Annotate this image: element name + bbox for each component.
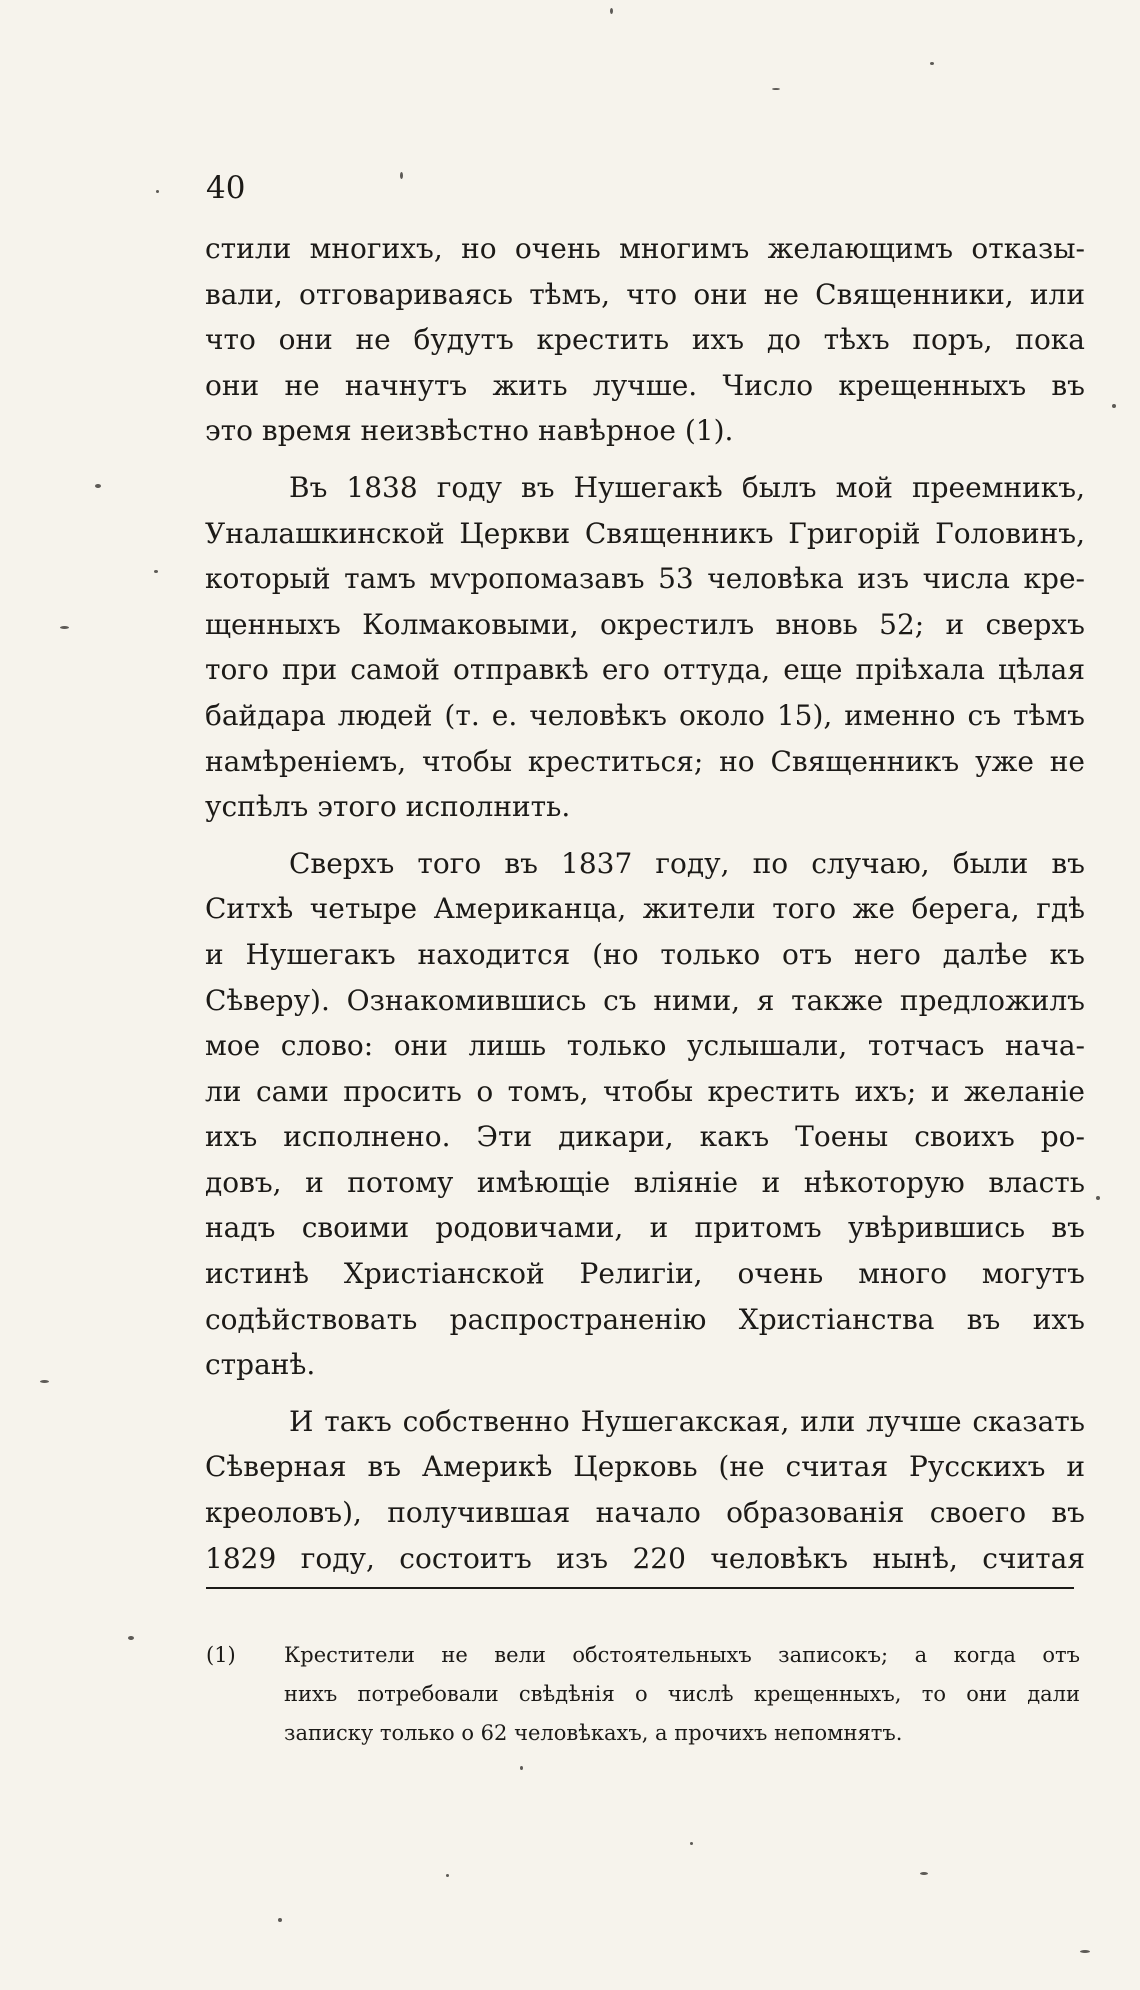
text-line: ли сами просить о томъ, чтобы крестить ихъ; и желаніе xyxy=(205,1074,1085,1108)
scan-speck xyxy=(154,570,158,573)
text-line: креоловъ), получившая начало образованія своего въ xyxy=(205,1496,1085,1530)
text-line: надъ своими родовичами, и притомъ увѣрившись въ xyxy=(205,1211,1085,1245)
text-line: вали, отговариваясь тѣмъ, что они не Священники, или xyxy=(205,277,1085,311)
footnote-text xyxy=(284,1636,1080,1753)
paragraph xyxy=(205,841,1085,1388)
text-line: Сѣверу). Ознакомившись съ ними, я также предложилъ xyxy=(205,983,1085,1017)
footnote-line: Крестители не вели обстоятельныхъ записокъ; а когда отъ xyxy=(284,1643,1080,1667)
text-line: намѣреніемъ, чтобы креститься; но Священникъ уже не xyxy=(205,744,1085,778)
paragraph-gap xyxy=(205,454,1085,465)
scan-speck xyxy=(278,1918,282,1922)
scan-speck xyxy=(446,1874,449,1877)
text-line: стили многихъ, но очень многимъ желающимъ отказы- xyxy=(205,232,1085,265)
text-line: странѣ. xyxy=(205,1348,316,1382)
scan-speck xyxy=(60,626,69,629)
footnote xyxy=(206,1636,1080,1753)
text-line: который тамъ мѵропомазавъ 53 человѣка изъ числа кре- xyxy=(205,562,1085,596)
scan-speck xyxy=(40,1380,49,1383)
scan-speck xyxy=(520,1766,523,1770)
paragraph xyxy=(205,226,1085,454)
text-line: что они не будутъ крестить ихъ до тѣхъ поръ, пока xyxy=(205,323,1085,357)
body-text xyxy=(205,226,1085,1581)
scan-speck xyxy=(156,190,159,193)
text-line: это время неизвѣстно навѣрное (1). xyxy=(205,414,734,448)
footnote-divider xyxy=(206,1587,1074,1589)
paragraph xyxy=(205,1399,1085,1581)
text-line: Сѣверная въ Америкѣ Церковь (не считая Русскихъ и xyxy=(205,1450,1085,1484)
scan-speck xyxy=(95,484,101,488)
scan-speck xyxy=(1112,404,1116,408)
text-line: и Нушегакъ находится (но только отъ него далѣе къ xyxy=(205,937,1085,971)
page-number: 40 xyxy=(206,170,246,206)
scan-speck xyxy=(1080,1950,1090,1953)
scan-speck xyxy=(930,62,934,65)
scan-speck xyxy=(772,88,780,90)
scan-speck xyxy=(690,1842,693,1845)
scan-speck xyxy=(1096,1196,1100,1200)
text-line: ихъ исполнено. Эти дикари, какъ Тоены своихъ ро- xyxy=(205,1120,1085,1154)
footnote-line: записку только о 62 человѣкахъ, а прочихъ непомнятъ. xyxy=(284,1721,903,1745)
text-line: того при самой отправкѣ его оттуда, еще пріѣхала цѣлая xyxy=(205,653,1085,687)
text-line: Сверхъ того въ 1837 году, по случаю, были въ xyxy=(289,846,1085,880)
text-line: И такъ собственно Нушегакская, или лучше сказать xyxy=(289,1404,1085,1438)
scan-speck xyxy=(400,172,403,179)
text-line: довъ, и потому имѣющіе вліяніе и нѣкоторую власть xyxy=(205,1165,1085,1199)
text-line: мое слово: они лишь только услышали, тотчасъ нача- xyxy=(205,1029,1085,1063)
text-line: байдара людей (т. е. человѣкъ около 15), именно съ тѣмъ xyxy=(205,698,1085,732)
paragraph-gap xyxy=(205,1388,1085,1399)
text-line: содѣйствовать распространенію Христіанства въ ихъ xyxy=(205,1302,1085,1336)
scan-speck xyxy=(610,8,613,14)
paragraph-gap xyxy=(205,830,1085,841)
footnote-line: нихъ потребовали свѣдѣнія о числѣ крещенныхъ, то они дали xyxy=(284,1682,1080,1706)
footnote-row xyxy=(206,1636,1080,1753)
text-line: Въ 1838 году въ Нушегакѣ былъ мой преемникъ, xyxy=(289,470,1085,504)
text-line: Ситхѣ четыре Американца, жители того же берега, гдѣ xyxy=(205,892,1085,926)
text-line: истинѣ Христіанской Религіи, очень много могутъ xyxy=(205,1257,1085,1291)
text-line: 1829 году, состоитъ изъ 220 человѣкъ нынѣ, считая xyxy=(205,1541,1085,1575)
text-line: они не начнутъ жить лучше. Число крещенныхъ въ xyxy=(205,368,1085,402)
footnote-marker: (1) xyxy=(206,1643,236,1667)
text-line: успѣлъ этого исполнить. xyxy=(205,790,571,824)
text-line: Уналашкинской Церкви Священникъ Григорій Головинъ, xyxy=(205,516,1085,550)
text-line: щенныхъ Колмаковыми, окрестилъ вновь 52; и сверхъ xyxy=(205,607,1085,641)
paragraph xyxy=(205,465,1085,830)
scan-speck xyxy=(128,1636,134,1640)
scan-speck xyxy=(920,1872,928,1875)
